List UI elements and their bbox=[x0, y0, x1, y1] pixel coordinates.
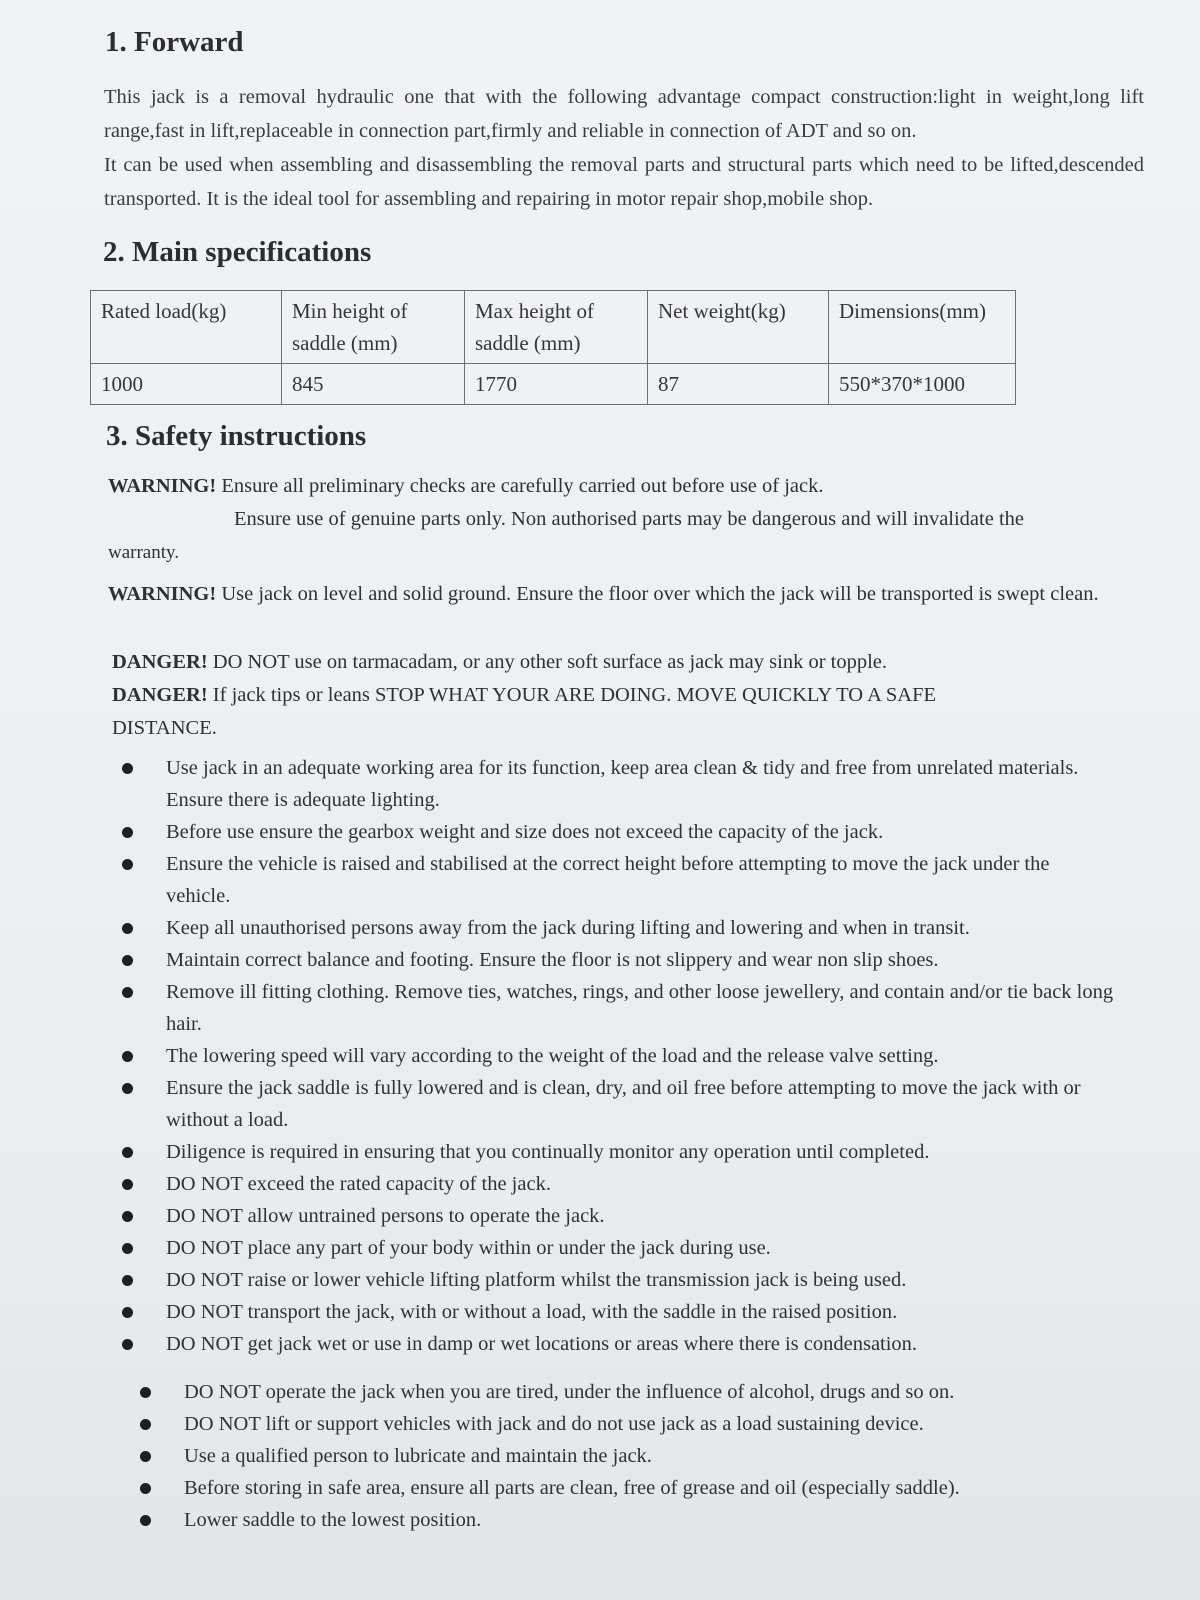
list-item: DO NOT place any part of your body within or under the jack during use. bbox=[118, 1232, 1118, 1264]
specifications-table bbox=[90, 290, 1016, 405]
bullet-icon bbox=[122, 827, 133, 838]
list-item: The lowering speed will vary according to the weight of the load and the release valve setting. bbox=[118, 1040, 1118, 1072]
bullet-icon bbox=[122, 1307, 133, 1318]
table-cell: 550*370*1000 bbox=[829, 364, 1016, 405]
danger-line bbox=[112, 679, 1012, 745]
bullet-icon bbox=[140, 1483, 151, 1494]
danger-text: If jack tips or leans STOP WHAT YOUR ARE DOING. MOVE QUICKLY TO A SAFE DISTANCE. bbox=[112, 684, 937, 739]
warning-tail: warranty. bbox=[108, 542, 180, 563]
table-header-row bbox=[91, 291, 1016, 364]
table-cell: 1770 bbox=[465, 364, 648, 405]
bullet-icon bbox=[122, 1147, 133, 1158]
section-heading-specifications: 2. Main specifications bbox=[103, 236, 372, 268]
danger-text: DO NOT use on tarmacadam, or any other soft surface as jack may sink or topple. bbox=[207, 651, 888, 673]
section-heading-safety: 3. Safety instructions bbox=[106, 420, 367, 452]
list-item: DO NOT exceed the rated capacity of the jack. bbox=[118, 1168, 1118, 1200]
warning-label: WARNING! bbox=[108, 583, 217, 605]
table-cell: 1000 bbox=[91, 364, 282, 405]
danger-line bbox=[112, 646, 1152, 679]
warning-line bbox=[108, 578, 1148, 611]
list-item: Remove ill fitting clothing. Remove ties, watches, rings, and other loose jewellery, and contain and/or tie back long hair. bbox=[118, 976, 1118, 1040]
bullet-icon bbox=[122, 859, 133, 870]
bullet-icon bbox=[140, 1387, 151, 1398]
bullet-icon bbox=[122, 1339, 133, 1350]
list-item: Use jack in an adequate working area for its function, keep area clean & tidy and free from unrelated materials. Ensure there is adequate lighting. bbox=[118, 752, 1118, 816]
safety-bullet-list bbox=[118, 752, 1118, 1360]
list-item: DO NOT get jack wet or use in damp or wet locations or areas where there is condensation. bbox=[118, 1328, 1118, 1360]
list-item: DO NOT allow untrained persons to operate the jack. bbox=[118, 1200, 1118, 1232]
table-header-cell: Max height of saddle (mm) bbox=[465, 291, 648, 364]
bullet-icon bbox=[122, 923, 133, 934]
bullet-icon bbox=[122, 1275, 133, 1286]
bullet-icon bbox=[140, 1451, 151, 1462]
bullet-icon bbox=[122, 1051, 133, 1062]
warning-block-1 bbox=[108, 470, 1148, 569]
bullet-icon bbox=[122, 1179, 133, 1190]
table-cell: 845 bbox=[282, 364, 465, 405]
bullet-icon bbox=[122, 763, 133, 774]
danger-label: DANGER! bbox=[112, 651, 208, 673]
bullet-icon bbox=[140, 1515, 151, 1526]
bullet-icon bbox=[122, 955, 133, 966]
list-item: Before storing in safe area, ensure all parts are clean, free of grease and oil (especially saddle). bbox=[136, 1472, 1136, 1504]
list-item: Diligence is required in ensuring that you continually monitor any operation until completed. bbox=[118, 1136, 1118, 1168]
table-header-cell: Rated load(kg) bbox=[91, 291, 282, 364]
list-item: Keep all unauthorised persons away from the jack during lifting and lowering and when in transit. bbox=[118, 912, 1118, 944]
list-item: DO NOT lift or support vehicles with jack and do not use jack as a load sustaining device. bbox=[136, 1408, 1136, 1440]
danger-block bbox=[112, 646, 1152, 745]
list-item: DO NOT operate the jack when you are tired, under the influence of alcohol, drugs and so on. bbox=[136, 1376, 1136, 1408]
bullet-icon bbox=[140, 1419, 151, 1430]
table-cell: 87 bbox=[648, 364, 829, 405]
table-header-cell: Min height of saddle (mm) bbox=[282, 291, 465, 364]
table-row bbox=[91, 364, 1016, 405]
warning-text: Ensure all preliminary checks are carefully carried out before use of jack. bbox=[216, 475, 824, 497]
list-item: Ensure the jack saddle is fully lowered and is clean, dry, and oil free before attempting to move the jack with or without a load. bbox=[118, 1072, 1118, 1136]
bullet-icon bbox=[122, 1083, 133, 1094]
list-item: Ensure the vehicle is raised and stabilised at the correct height before attempting to move the jack under the vehicle. bbox=[118, 848, 1118, 912]
bullet-icon bbox=[122, 987, 133, 998]
table-header-cell: Dimensions(mm) bbox=[829, 291, 1016, 364]
danger-label: DANGER! bbox=[112, 684, 208, 706]
list-item: Before use ensure the gearbox weight and size does not exceed the capacity of the jack. bbox=[118, 816, 1118, 848]
list-item: DO NOT transport the jack, with or without a load, with the saddle in the raised position. bbox=[118, 1296, 1118, 1328]
list-item: DO NOT raise or lower vehicle lifting platform whilst the transmission jack is being used. bbox=[118, 1264, 1118, 1296]
list-item: Use a qualified person to lubricate and maintain the jack. bbox=[136, 1440, 1136, 1472]
bullet-icon bbox=[122, 1211, 133, 1222]
warning-continuation: Ensure use of genuine parts only. Non authorised parts may be dangerous and will invalidate the bbox=[234, 508, 1024, 530]
warning-label: WARNING! bbox=[108, 475, 217, 497]
bullet-icon bbox=[122, 1243, 133, 1254]
warning-block-2 bbox=[108, 578, 1148, 611]
warning-line bbox=[108, 470, 1148, 503]
list-item: Maintain correct balance and footing. Ensure the floor is not slippery and wear non slip shoes. bbox=[118, 944, 1118, 976]
intro-paragraph-1: This jack is a removal hydraulic one that with the following advantage compact construction:light in weight,long lift range,fast in lift,replaceable in connection part,firmly and reliable in connection of ADT and so on. bbox=[104, 86, 1144, 142]
list-item: Lower saddle to the lowest position. bbox=[136, 1504, 1136, 1536]
intro-paragraph-2: It can be used when assembling and disassembling the removal parts and structural parts which need to be lifted,descended transported. It is the ideal tool for assembling and repairing in motor repair shop,mobile shop. bbox=[104, 154, 1144, 210]
warning-text: Use jack on level and solid ground. Ensure the floor over which the jack will be transported is swept clean. bbox=[216, 583, 1099, 605]
table-header-cell: Net weight(kg) bbox=[648, 291, 829, 364]
safety-bullet-list-2 bbox=[136, 1376, 1136, 1536]
section-heading-forward: 1. Forward bbox=[105, 26, 244, 58]
